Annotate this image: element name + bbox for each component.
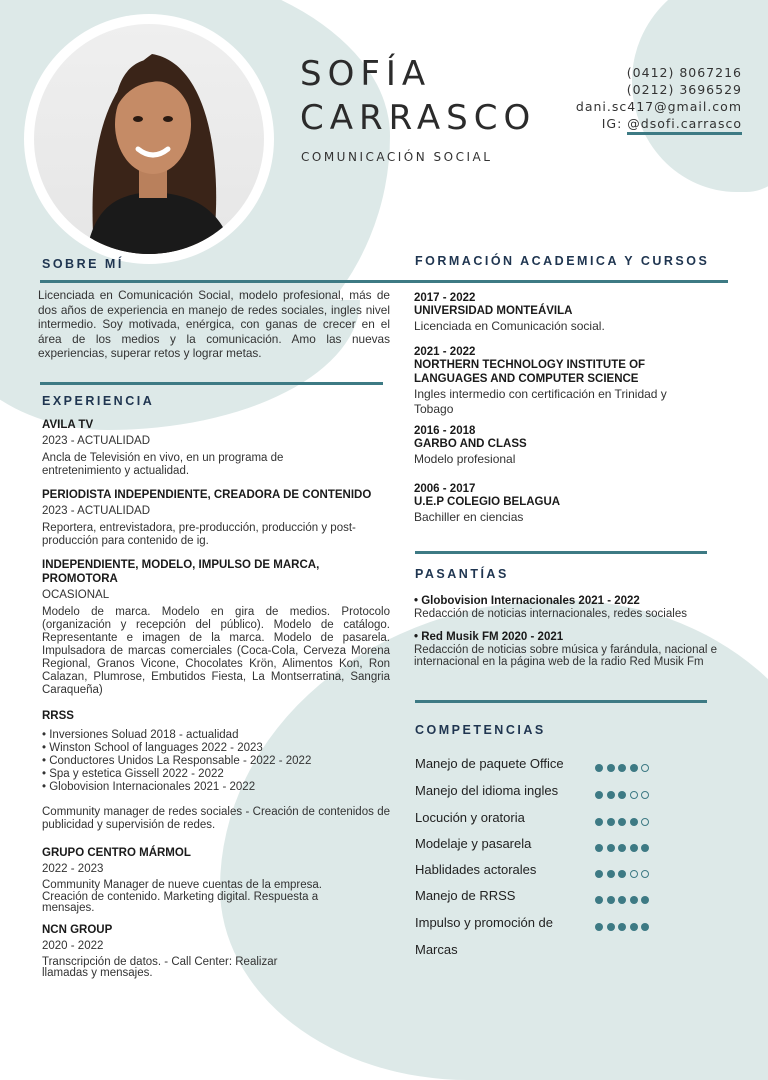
education-description: Licenciada en Comunicación social.	[414, 319, 605, 333]
skill-dot-filled	[607, 923, 615, 931]
rule-experiencia	[40, 382, 383, 385]
skill-row	[415, 756, 675, 782]
rrss-description: Community manager de redes sociales - Creación de contenidos de publicidad y supervisión de redes.	[42, 806, 390, 831]
job-period: 2023 - ACTUALIDAD	[42, 505, 151, 517]
education-period: 2021 - 2022	[414, 346, 476, 358]
skill-level-dots	[595, 839, 653, 857]
job-role: COMUNICACIÓN SOCIAL	[301, 150, 493, 164]
skill-dot-filled	[595, 844, 603, 852]
contact-block	[576, 64, 742, 132]
skill-dot-empty	[641, 870, 649, 878]
skill-dot-filled	[595, 896, 603, 904]
skill-dot-filled	[641, 896, 649, 904]
education-item	[414, 292, 714, 334]
instagram-line	[576, 115, 742, 132]
skill-level-dots	[595, 786, 653, 804]
skill-dot-filled	[595, 923, 603, 931]
skill-dot-filled	[607, 818, 615, 826]
skill-dot-filled	[607, 870, 615, 878]
skill-dot-filled	[630, 818, 638, 826]
education-description: Ingles intermedio con certificación en Trinidad y Tobago	[414, 387, 667, 416]
skill-name: Impulso y promoción de	[415, 915, 554, 930]
phone-secondary[interactable]: (0212) 3696529	[626, 82, 742, 97]
rrss-list-item: • Inversiones Soluad 2018 - actualidad	[42, 729, 390, 742]
internship-head: • Globovision Internacionales 2021 - 2022	[414, 595, 640, 607]
internship-head: • Red Musik FM 2020 - 2021	[414, 630, 564, 643]
internship-item	[414, 631, 734, 669]
skill-name: Manejo de RRSS	[415, 888, 516, 903]
skill-dot-empty	[630, 870, 638, 878]
rule-formacion	[415, 551, 707, 554]
skill-level-dots	[595, 918, 653, 936]
rule-sobre-mi	[40, 280, 728, 283]
skill-dot-filled	[607, 844, 615, 852]
about-text: Licenciada en Comunicación Social, modelo profesional, más de dos años de experiencia en manejo de redes sociales, ingles nivel intermedio. Soy motivada, enérgica, con ganas de crecer en el área de los medios y la comunicación. Amo las nuevas experiencias, superar retos y lograr metas.	[38, 288, 390, 361]
education-description: Bachiller en ciencias	[414, 510, 524, 524]
skill-dot-filled	[607, 764, 615, 772]
job-title: GRUPO CENTRO MÁRMOL	[42, 847, 191, 859]
skill-dot-filled	[618, 896, 626, 904]
skill-dot-filled	[607, 896, 615, 904]
skill-dot-filled	[618, 923, 626, 931]
skill-dot-empty	[641, 791, 649, 799]
skill-level-dots	[595, 759, 653, 777]
experience-list	[42, 418, 390, 980]
skill-dot-filled	[595, 791, 603, 799]
skill-row	[415, 810, 675, 836]
profile-photo	[34, 24, 264, 254]
education-institution: UNIVERSIDAD MONTEÁVILA	[414, 305, 573, 317]
education-period: 2017 - 2022	[414, 292, 476, 304]
internship-name: Red Musik FM 2020 - 2021	[421, 630, 564, 643]
job-period: 2023 - ACTUALIDAD	[42, 435, 151, 447]
instagram-label: IG:	[601, 116, 628, 131]
skill-row	[415, 942, 675, 968]
section-title-pasantias: PASANTÍAS	[415, 567, 509, 581]
name-first: SOFÍA	[300, 54, 432, 94]
internship-item	[414, 595, 734, 621]
skill-name: Manejo del idioma ingles	[415, 783, 559, 798]
internship-description: Redacción de noticias internacionales, redes sociales	[414, 608, 687, 620]
skill-row	[415, 888, 675, 914]
job-item	[42, 488, 390, 548]
skill-row	[415, 862, 675, 888]
job-title: INDEPENDIENTE, MODELO, IMPULSO DE MARCA, PROMOTORA	[42, 559, 320, 585]
rrss-list-item: • Spa y estetica Gissell 2022 - 2022	[42, 768, 390, 781]
rrss-list-item: • Globovision Internacionales 2021 - 2022	[42, 781, 390, 794]
education-period: 2016 - 2018	[414, 425, 476, 437]
job-title: AVILA TV	[42, 419, 94, 431]
education-institution: NORTHERN TECHNOLOGY INSTITUTE OF LANGUAGES AND COMPUTER SCIENCE	[414, 359, 646, 385]
email-link[interactable]: dani.sc417@gmail.com	[575, 99, 742, 114]
skill-name: Hablidades actorales	[415, 862, 537, 877]
skill-dot-filled	[630, 764, 638, 772]
job-description: Ancla de Televisión en vivo, en un programa de entretenimiento y actualidad.	[42, 452, 284, 477]
skill-row	[415, 915, 675, 941]
education-item	[414, 346, 714, 417]
section-title-competencias: COMPETENCIAS	[415, 723, 546, 737]
skill-dot-filled	[618, 844, 626, 852]
skill-level-dots	[595, 865, 653, 883]
rrss-item	[42, 709, 390, 832]
job-item	[42, 558, 390, 697]
job-item	[42, 418, 390, 478]
skill-dot-filled	[618, 818, 626, 826]
section-title-experiencia: EXPERIENCIA	[42, 394, 155, 408]
skill-name: Manejo de paquete Office	[415, 756, 564, 771]
skill-name: Marcas	[415, 942, 458, 957]
rrss-title: RRSS	[42, 710, 74, 722]
job-item	[42, 846, 390, 915]
profile-photo-illustration	[34, 24, 264, 254]
job-description: Modelo de marca. Modelo en gira de medios. Protocolo (organización y recepción del público). Modelo de catálogo. Representante e imagen de la marca. Modelo de pasarela. Impulsadora de marcas comerciales (Coca-Cola, Cerveza Morena Regional, Granos Vicone, Chocolates Krön, Alimentos Kon, Ron Calazan, Plumrose, Embutidos Fiesta, La Montserratina, Sangria Caraqueña)	[42, 606, 390, 696]
skill-level-dots	[595, 891, 653, 909]
education-description: Modelo profesional	[414, 452, 516, 466]
job-period: OCASIONAL	[42, 589, 110, 601]
internship-description: Redacción de noticias sobre música y farándula, nacional e internacional en la página web de la radio Red Musik Fm	[414, 643, 718, 668]
skill-dot-filled	[618, 764, 626, 772]
job-item	[42, 923, 390, 980]
skill-dot-empty	[630, 791, 638, 799]
skill-dot-filled	[641, 844, 649, 852]
education-institution: GARBO AND CLASS	[414, 438, 527, 450]
phone-primary[interactable]: (0412) 8067216	[626, 65, 742, 80]
education-list	[414, 292, 714, 525]
skill-dot-empty	[641, 818, 649, 826]
skill-dot-filled	[641, 923, 649, 931]
job-title: PERIODISTA INDEPENDIENTE, CREADORA DE CONTENIDO	[42, 489, 372, 501]
skill-dot-empty	[641, 764, 649, 772]
education-item	[414, 483, 714, 525]
job-description: Community Manager de nueve cuentas de la empresa. Creación de contenido. Marketing digital. Respuesta a mensajes.	[42, 879, 322, 914]
rrss-list-item: • Conductores Unidos La Responsable - 2022 - 2022	[42, 755, 390, 768]
internship-list	[414, 595, 734, 669]
job-title: NCN GROUP	[42, 923, 113, 936]
education-period: 2006 - 2017	[414, 483, 476, 495]
instagram-handle[interactable]: @dsofi.carrasco	[627, 116, 742, 135]
skill-dot-filled	[630, 896, 638, 904]
skill-name: Locución y oratoria	[415, 810, 525, 825]
skill-level-dots	[595, 813, 653, 831]
internship-name: Globovision Internacionales 2021 - 2022	[421, 595, 640, 607]
rule-pasantias	[415, 700, 707, 703]
education-institution: U.E.P COLEGIO BELAGUA	[414, 496, 561, 508]
job-period: 2022 - 2023	[42, 863, 104, 875]
skill-dot-filled	[618, 791, 626, 799]
skill-dot-filled	[607, 791, 615, 799]
section-title-sobre-mi: SOBRE MÍ	[42, 257, 124, 271]
section-title-formacion: FORMACIÓN ACADEMICA Y CURSOS	[415, 254, 710, 268]
skill-row	[415, 783, 675, 809]
skill-name: Modelaje y pasarela	[415, 836, 532, 851]
name-last: CARRASCO	[300, 98, 537, 138]
rrss-list-item: • Winston School of languages 2022 - 2023	[42, 742, 390, 755]
skill-dot-filled	[618, 870, 626, 878]
rrss-list	[42, 729, 390, 794]
skill-dot-filled	[595, 764, 603, 772]
skill-row	[415, 836, 675, 862]
skill-dot-filled	[630, 923, 638, 931]
education-item	[414, 425, 714, 467]
skill-dot-filled	[630, 844, 638, 852]
skill-dot-filled	[595, 870, 603, 878]
job-description: Transcripción de datos. - Call Center: Realizar llamadas y mensajes.	[42, 955, 278, 979]
skill-dot-filled	[595, 818, 603, 826]
job-period: 2020 - 2022	[42, 939, 104, 952]
job-description: Reportera, entrevistadora, pre-producción, producción y post-producción para contenido de ig.	[42, 522, 356, 547]
